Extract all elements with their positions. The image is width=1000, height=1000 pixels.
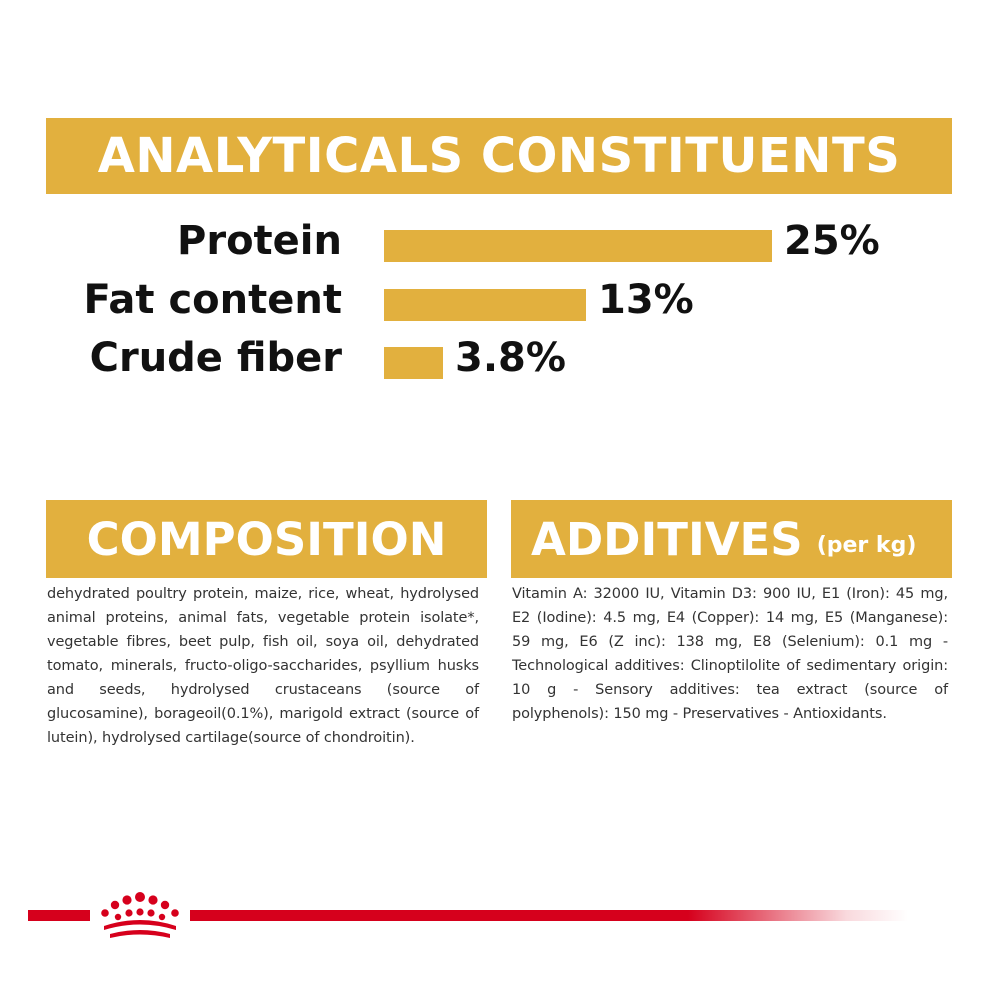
additives-title: ADDITIVES (531, 512, 803, 566)
bar-value-label: 13% (598, 277, 694, 323)
additives-subtitle: (per kg) (816, 532, 917, 558)
additives-text: Vitamin A: 32000 IU, Vitamin D3: 900 IU, E1 (Iron): 45 mg, E2 (Iodine): 4.5 mg, E4 (Copper): 14 mg, E5 (Manganese): 59 mg, E6 (Z inc): 138 mg, E8 (Selenium): 0.1 mg - Technological additives: Clinoptilolite of sedimentary origin: 10 g - Sensory additives: tea extract (source of polyphenols): 150 mg - Preservatives - Antioxidants. (512, 586, 948, 722)
bar-category-label: Fat content (83, 277, 342, 323)
bar-value-label: 3.8% (455, 335, 566, 381)
composition-banner (46, 500, 487, 578)
royal-canin-crown-icon (90, 888, 190, 944)
bar-fat-content (384, 289, 586, 321)
analytical-constituents-title: ANALYTICALS CONSTITUENTS (97, 128, 901, 184)
bar-value-label: 25% (784, 218, 880, 264)
bar-crude-fiber (384, 347, 443, 379)
composition-text: dehydrated poultry protein, maize, rice, wheat, hydrolysed animal proteins, animal fats, vegetable protein isolate*, vegetable fibres, beet pulp, fish oil, soya oil, dehydrated tomato, minerals, fructo-oligo-saccharides, psyllium husks and seeds, hydrolysed crustaceans (source of glucosamine), borageoil(0.1%), marigold extract (source of lutein), hydrolysed cartilage(source of chondroitin). (47, 586, 479, 746)
additives-banner (511, 500, 952, 578)
bar-protein (384, 230, 772, 262)
analytical-constituents-banner (46, 118, 952, 194)
bar-category-label: Protein (177, 218, 342, 264)
bar-category-label: Crude fiber (89, 335, 342, 381)
composition-title: COMPOSITION (86, 512, 447, 566)
